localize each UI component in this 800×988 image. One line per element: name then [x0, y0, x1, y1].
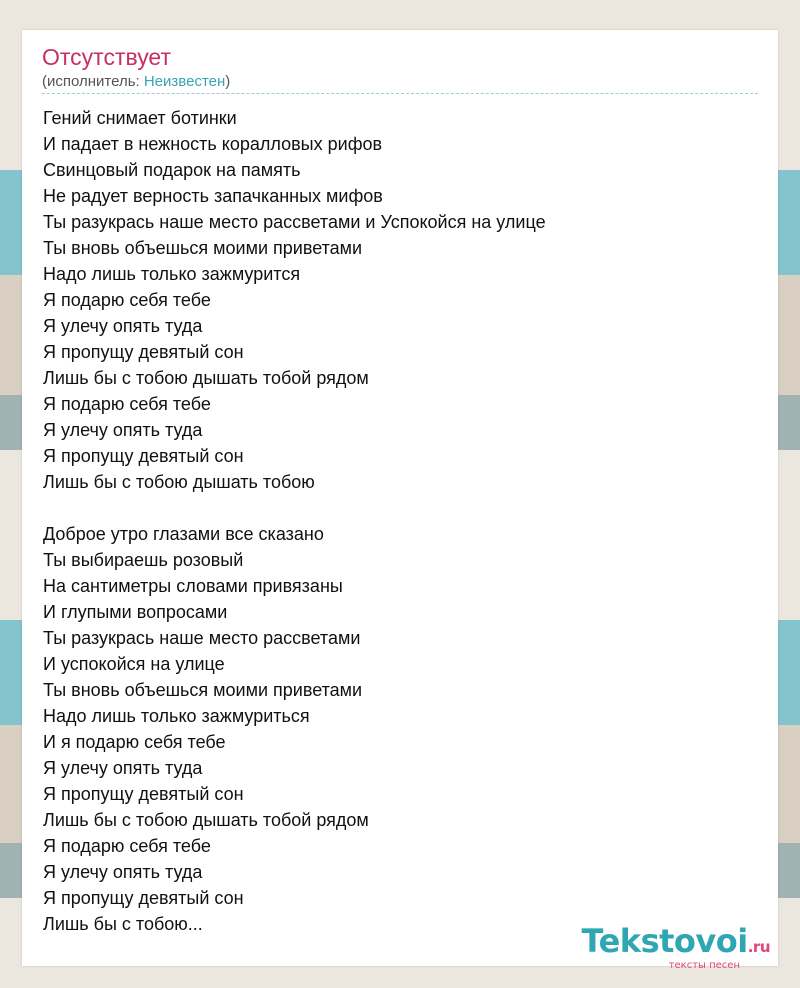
- site-logo[interactable]: [582, 924, 770, 971]
- lyric-line: Свинцовый подарок на память: [43, 160, 301, 180]
- lyric-line: Не радует верность запачканных мифов: [43, 186, 383, 206]
- lyric-line: Я улечу опять туда: [43, 420, 203, 440]
- logo-tagline: тексты песен: [668, 960, 740, 971]
- logo-wordmark: [582, 924, 770, 964]
- lyric-line: Ты выбираешь розовый: [43, 550, 244, 570]
- lyric-line: На сантиметры словами привязаны: [43, 576, 343, 596]
- lyric-line: Я подарю себя тебе: [43, 290, 211, 310]
- lyric-line: Лишь бы с тобою дышать тобой рядом: [43, 810, 369, 830]
- lyric-line: И глупыми вопросами: [43, 602, 228, 622]
- lyric-line: Я подарю себя тебе: [43, 836, 211, 856]
- lyric-line: Гений снимает ботинки: [43, 108, 237, 128]
- lyric-line: И успокойся на улице: [43, 654, 225, 674]
- artist-prefix: (исполнитель:: [42, 73, 144, 90]
- lyric-line: Ты разукрась наше место рассветами: [43, 628, 361, 648]
- lyrics-text: [43, 105, 758, 937]
- lyric-line: Надо лишь только зажмуриться: [43, 706, 310, 726]
- lyric-line: Я пропущу девятый сон: [43, 784, 244, 804]
- lyric-line: Я пропущу девятый сон: [43, 888, 244, 908]
- artist-line: [42, 73, 230, 91]
- artist-link[interactable]: Неизвестен: [143, 73, 226, 90]
- lyric-line: Я улечу опять туда: [43, 862, 203, 882]
- lyric-line: И падает в нежность коралловых рифов: [43, 134, 383, 154]
- lyric-line: Лишь бы с тобою...: [43, 914, 203, 934]
- artist-suffix: ): [225, 73, 231, 90]
- logo-brand: Tekstovoi: [581, 922, 748, 960]
- lyric-line: И я подарю себя тебе: [43, 732, 226, 752]
- lyric-line: Лишь бы с тобою дышать тобой рядом: [43, 368, 369, 388]
- lyric-line: Ты вновь объешься моими приветами: [43, 238, 363, 258]
- logo-tld: .ru: [747, 938, 770, 956]
- song-title: Отсутствует: [42, 44, 171, 70]
- lyric-line: [43, 495, 758, 521]
- lyric-line: Я подарю себя тебе: [43, 394, 211, 414]
- lyrics-card: [22, 30, 778, 966]
- lyric-line: Доброе утро глазами все сказано: [43, 524, 324, 544]
- lyric-line: Ты вновь объешься моими приветами: [43, 680, 363, 700]
- lyric-line: Ты разукрась наше место рассветами и Успокойся на улице: [43, 212, 546, 232]
- lyric-line: Я пропущу девятый сон: [43, 446, 244, 466]
- lyric-line: Лишь бы с тобою дышать тобою: [43, 472, 315, 492]
- divider: [42, 93, 758, 94]
- lyric-line: Я пропущу девятый сон: [43, 342, 244, 362]
- lyric-line: Надо лишь только зажмурится: [43, 264, 301, 284]
- lyric-line: Я улечу опять туда: [43, 316, 203, 336]
- lyric-line: Я улечу опять туда: [43, 758, 203, 778]
